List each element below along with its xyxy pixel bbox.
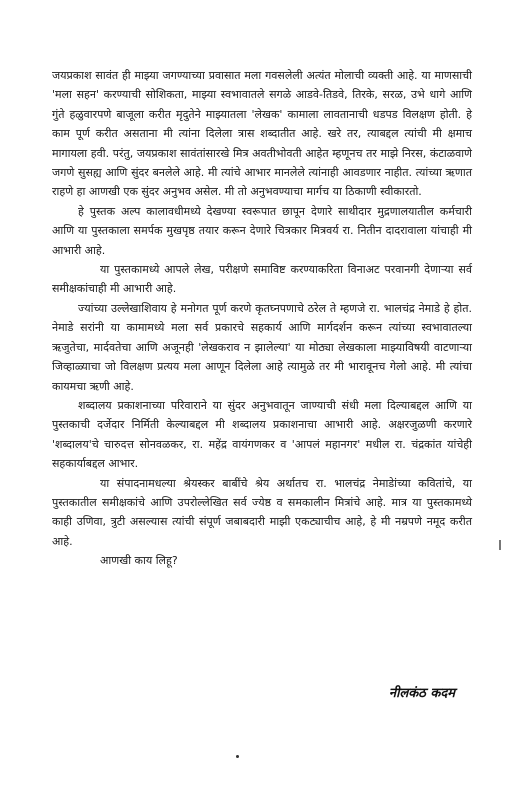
paragraph-printing-and-cover: हे पुस्तक अल्प कालावधीमध्ये देखण्या स्वरूपात छापून देणारे साथीदार मुद्रणालयातील कर्मचारी आणि या पुस्तकाला समर्पक मुखपृष्ठ तयार करून देणारे चित्रकार मित्रवर्य रा. नितीन दादरावाला यांचाही मी आभारी आहे. xyxy=(52,204,472,257)
page-edge-mark xyxy=(499,540,501,550)
paragraph-gratitude-jayprakash: जयप्रकाश सावंत ही माझ्या जगण्याच्या प्रवासात मला गवसलेली अत्यंत मोलाची व्यक्ती आहे. या माणसाची 'मला सहन' करण्याची सोशिकता, माझ्या स्वभावातले सगळे आडवे-तिडवे, तिरके, सरळ, उभे धागे आणि गुंते हळुवारपणे बाजूला करीत मृदुतेने माझ्यातला 'लेखक' कामाला लावतानाची धडपड विलक्षण होती. हे काम पूर्ण करीत असताना मी त्यांना दिलेला त्रास शब्दातीत आहे. खरे तर, त्याबद्दल त्यांची मी क्षमाच मागायला हवी. परंतु, जयप्रकाश सावंतांसारखे मित्र अवतीभोवती आहेत म्हणूनच तर माझे निरस, कंटाळवाणे जगणे सुसह्य आणि सुंदर बनलेले आहे. मी त्यांचे आभार मानलेले त्यांनाही आवडणार नाहीत. त्यांच्या ऋणात राहणे हा आणखी एक सुंदर अनुभव असेल. मी तो अनुभवण्याचा मार्गच या ठिकाणी स्वीकारतो. xyxy=(52,69,472,199)
paragraph-responsibility: या संपादनामधल्या श्रेयस्कर बाबींचे श्रेय अर्थातच रा. भालचंद्र नेमाडेांच्या कवितांचे, या पुस्तकातील समीक्षकांचे आणि उपरोल्लेखित सर्व ज्येष्ठ व समकालीन मित्रांचे आहे. मात्र या पुस्तकामध्ये काही उणिवा, त्रुटी असल्यास त्यांची संपूर्ण जबाबदारी माझी एकट्याचीच आहे, हे मी नम्रपणे नमूद करीत आहे. xyxy=(52,476,472,548)
paragraph-nemade-thanks: ज्यांच्या उल्लेखाशिवाय हे मनोगत पूर्ण करणे कृतघ्नपणाचे ठरेल ते म्हणजे रा. भालचंद्र नेमाडे हे होत. नेमाडे सरांनी या कामामध्ये मला सर्व प्रकारचे सहकार्य आणि मार्गदर्शन करून त्यांच्या स्वभावातल्या ऋजुतेचा, मार्दवतेचा आणि अजूनही 'लेखकराव न झालेल्या' या मोठ्या लेखकाला माझ्याविषयी वाटणाऱ्या जिव्हाळ्याचा जो विलक्षण प्रत्यय मला आणून दिलेला आहे त्यामुळे तर मी भारावूनच गेलो आहे. मी त्यांचा कायमचा ऋणी आहे. xyxy=(52,301,472,393)
acknowledgement-text xyxy=(52,66,472,571)
paragraph-critics-permission: या पुस्तकामध्ये आपले लेख, परीक्षणे समाविष्ट करण्याकरिता विनाअट परवानगी देणाऱ्या सर्व समीक्षकांचाही मी आभारी आहे. xyxy=(52,263,472,296)
page-speck xyxy=(236,755,239,758)
author-signature: नीलकंठ कदम xyxy=(388,686,455,701)
closing-line: आणखी काय लिहू? xyxy=(100,554,178,568)
paragraph-publisher-thanks: शब्दालय प्रकाशनाच्या परिवाराने या सुंदर अनुभवातून जाण्याची संधी मला दिल्याबद्दल आणि या पुस्तकाची दर्जेदार निर्मिती केल्याबद्दल मी शब्दालय प्रकाशनाचा आभारी आहे. अक्षरजुळणी करणारे 'शब्दालय'चे चारुदत्त सोनवळकर, रा. महेंद्र वायंगणकर व 'आपलं महानगर' मधील रा. चंद्रकांत यांचेही सहकार्याबद्दल आभार. xyxy=(52,398,472,471)
